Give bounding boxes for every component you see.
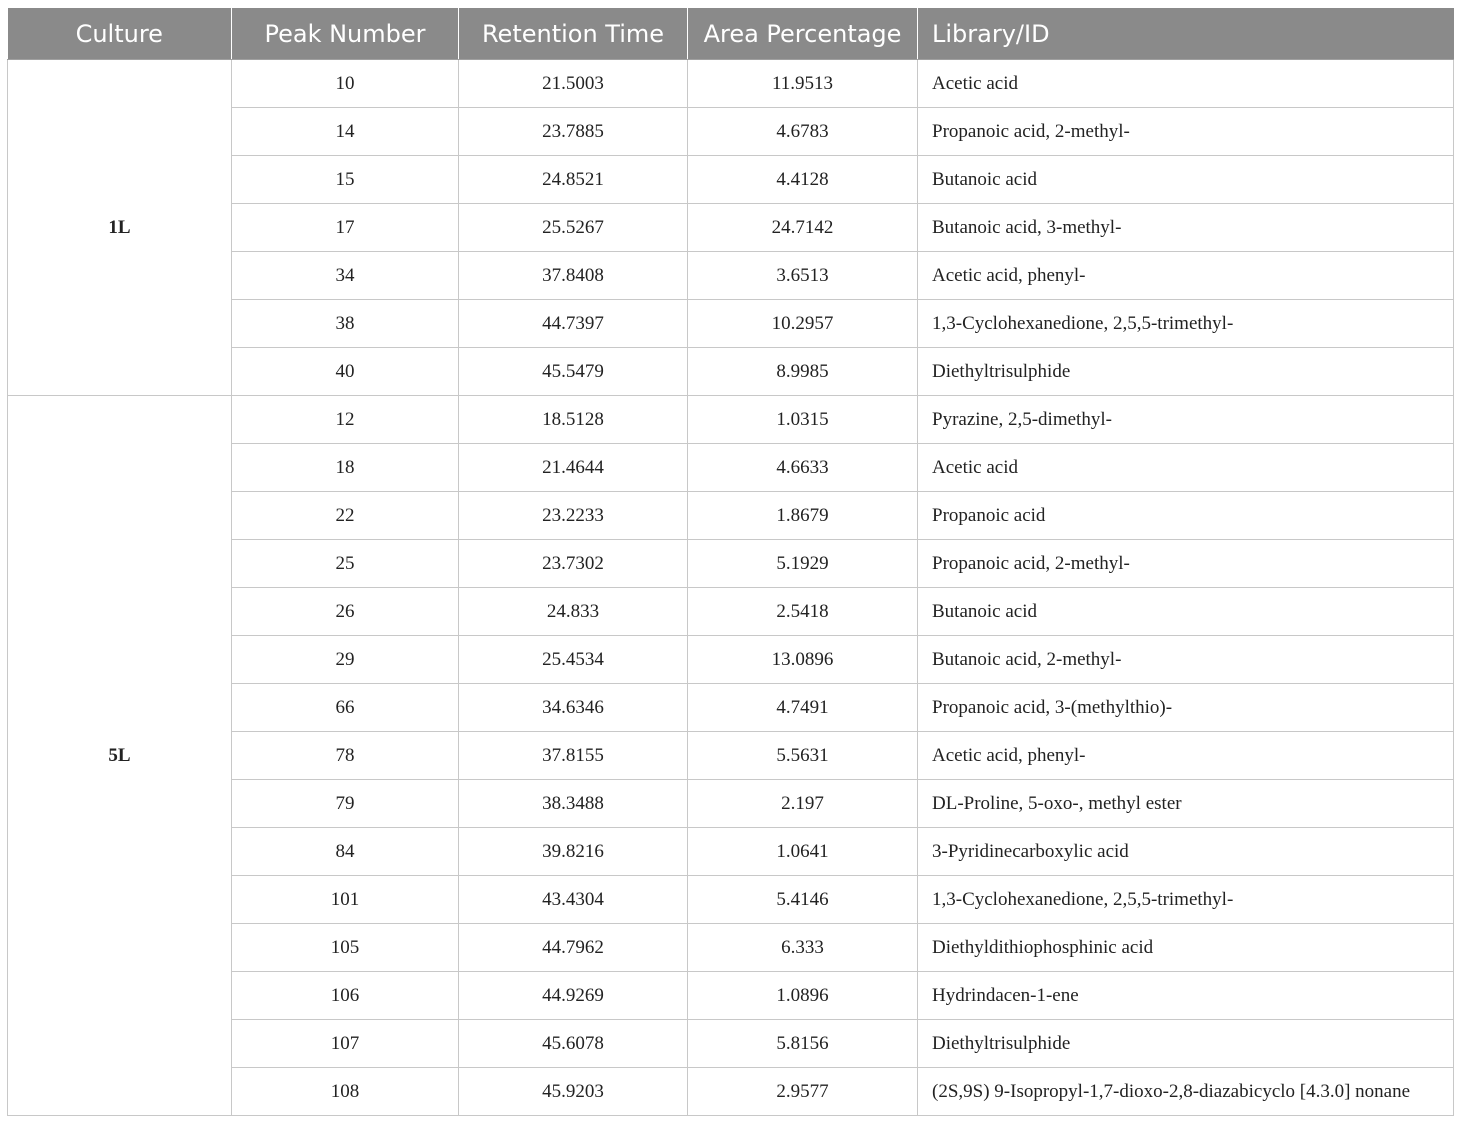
retention-time-cell: 21.5003 — [459, 60, 688, 108]
library-id-cell: Acetic acid — [918, 444, 1454, 492]
area-percentage-cell: 3.6513 — [688, 252, 918, 300]
retention-time-cell: 39.8216 — [459, 828, 688, 876]
library-id-cell: Diethyltrisulphide — [918, 1020, 1454, 1068]
header-culture: Culture — [8, 8, 232, 60]
area-percentage-cell: 11.9513 — [688, 60, 918, 108]
retention-time-cell: 23.7885 — [459, 108, 688, 156]
peak-number-cell: 101 — [232, 876, 459, 924]
peak-number-cell: 106 — [232, 972, 459, 1020]
area-percentage-cell: 2.197 — [688, 780, 918, 828]
retention-time-cell: 37.8155 — [459, 732, 688, 780]
library-id-cell: Acetic acid, phenyl- — [918, 732, 1454, 780]
library-id-cell: Diethyldithiophosphinic acid — [918, 924, 1454, 972]
area-percentage-cell: 1.0315 — [688, 396, 918, 444]
retention-time-cell: 21.4644 — [459, 444, 688, 492]
table-row — [8, 60, 1454, 108]
peak-number-cell: 34 — [232, 252, 459, 300]
library-id-cell: Acetic acid, phenyl- — [918, 252, 1454, 300]
area-percentage-cell: 5.1929 — [688, 540, 918, 588]
peak-number-cell: 29 — [232, 636, 459, 684]
peak-number-cell: 84 — [232, 828, 459, 876]
area-percentage-cell: 4.6783 — [688, 108, 918, 156]
area-percentage-cell: 1.0896 — [688, 972, 918, 1020]
culture-cell: 5L — [8, 396, 232, 1116]
peak-number-cell: 25 — [232, 540, 459, 588]
area-percentage-cell: 2.5418 — [688, 588, 918, 636]
retention-time-cell: 25.4534 — [459, 636, 688, 684]
retention-time-cell: 45.6078 — [459, 1020, 688, 1068]
peak-number-cell: 14 — [232, 108, 459, 156]
area-percentage-cell: 2.9577 — [688, 1068, 918, 1116]
library-id-cell: Hydrindacen-1-ene — [918, 972, 1454, 1020]
peak-number-cell: 26 — [232, 588, 459, 636]
area-percentage-cell: 13.0896 — [688, 636, 918, 684]
table-header — [8, 8, 1454, 60]
library-id-cell: Butanoic acid, 2-methyl- — [918, 636, 1454, 684]
peak-number-cell: 10 — [232, 60, 459, 108]
peak-number-cell: 66 — [232, 684, 459, 732]
peak-number-cell: 107 — [232, 1020, 459, 1068]
peak-number-cell: 18 — [232, 444, 459, 492]
area-percentage-cell: 24.7142 — [688, 204, 918, 252]
library-id-cell: Propanoic acid, 2-methyl- — [918, 540, 1454, 588]
library-id-cell: 1,3-Cyclohexanedione, 2,5,5-trimethyl- — [918, 876, 1454, 924]
retention-time-cell: 38.3488 — [459, 780, 688, 828]
area-percentage-cell: 1.8679 — [688, 492, 918, 540]
area-percentage-cell: 5.8156 — [688, 1020, 918, 1068]
area-percentage-cell: 4.7491 — [688, 684, 918, 732]
peak-number-cell: 17 — [232, 204, 459, 252]
area-percentage-cell: 5.4146 — [688, 876, 918, 924]
library-id-cell: Butanoic acid — [918, 588, 1454, 636]
retention-time-cell: 44.7962 — [459, 924, 688, 972]
header-area-percentage: Area Percentage — [688, 8, 918, 60]
header-retention-time: Retention Time — [459, 8, 688, 60]
library-id-cell: Butanoic acid — [918, 156, 1454, 204]
retention-time-cell: 34.6346 — [459, 684, 688, 732]
compound-table — [7, 8, 1454, 1116]
peak-number-cell: 38 — [232, 300, 459, 348]
retention-time-cell: 44.7397 — [459, 300, 688, 348]
retention-time-cell: 43.4304 — [459, 876, 688, 924]
library-id-cell: (2S,9S) 9-Isopropyl-1,7-dioxo-2,8-diazabicyclo [4.3.0] nonane — [918, 1068, 1454, 1116]
area-percentage-cell: 5.5631 — [688, 732, 918, 780]
area-percentage-cell: 8.9985 — [688, 348, 918, 396]
area-percentage-cell: 1.0641 — [688, 828, 918, 876]
table-row — [8, 396, 1454, 444]
peak-number-cell: 108 — [232, 1068, 459, 1116]
peak-number-cell: 78 — [232, 732, 459, 780]
library-id-cell: Propanoic acid — [918, 492, 1454, 540]
retention-time-cell: 44.9269 — [459, 972, 688, 1020]
library-id-cell: 3-Pyridinecarboxylic acid — [918, 828, 1454, 876]
library-id-cell: Butanoic acid, 3-methyl- — [918, 204, 1454, 252]
peak-number-cell: 22 — [232, 492, 459, 540]
retention-time-cell: 18.5128 — [459, 396, 688, 444]
header-peak-number: Peak Number — [232, 8, 459, 60]
retention-time-cell: 45.5479 — [459, 348, 688, 396]
peak-number-cell: 15 — [232, 156, 459, 204]
retention-time-cell: 25.5267 — [459, 204, 688, 252]
area-percentage-cell: 10.2957 — [688, 300, 918, 348]
retention-time-cell: 23.2233 — [459, 492, 688, 540]
area-percentage-cell: 4.4128 — [688, 156, 918, 204]
retention-time-cell: 45.9203 — [459, 1068, 688, 1116]
library-id-cell: Propanoic acid, 2-methyl- — [918, 108, 1454, 156]
peak-number-cell: 105 — [232, 924, 459, 972]
header-row — [8, 8, 1454, 60]
table-body — [8, 60, 1454, 1116]
retention-time-cell: 37.8408 — [459, 252, 688, 300]
library-id-cell: DL-Proline, 5-oxo-, methyl ester — [918, 780, 1454, 828]
area-percentage-cell: 4.6633 — [688, 444, 918, 492]
header-library-id: Library/ID — [918, 8, 1454, 60]
peak-number-cell: 12 — [232, 396, 459, 444]
library-id-cell: Pyrazine, 2,5-dimethyl- — [918, 396, 1454, 444]
library-id-cell: Diethyltrisulphide — [918, 348, 1454, 396]
culture-cell: 1L — [8, 60, 232, 396]
peak-number-cell: 79 — [232, 780, 459, 828]
peak-number-cell: 40 — [232, 348, 459, 396]
library-id-cell: Acetic acid — [918, 60, 1454, 108]
library-id-cell: 1,3-Cyclohexanedione, 2,5,5-trimethyl- — [918, 300, 1454, 348]
area-percentage-cell: 6.333 — [688, 924, 918, 972]
retention-time-cell: 23.7302 — [459, 540, 688, 588]
retention-time-cell: 24.8521 — [459, 156, 688, 204]
retention-time-cell: 24.833 — [459, 588, 688, 636]
library-id-cell: Propanoic acid, 3-(methylthio)- — [918, 684, 1454, 732]
